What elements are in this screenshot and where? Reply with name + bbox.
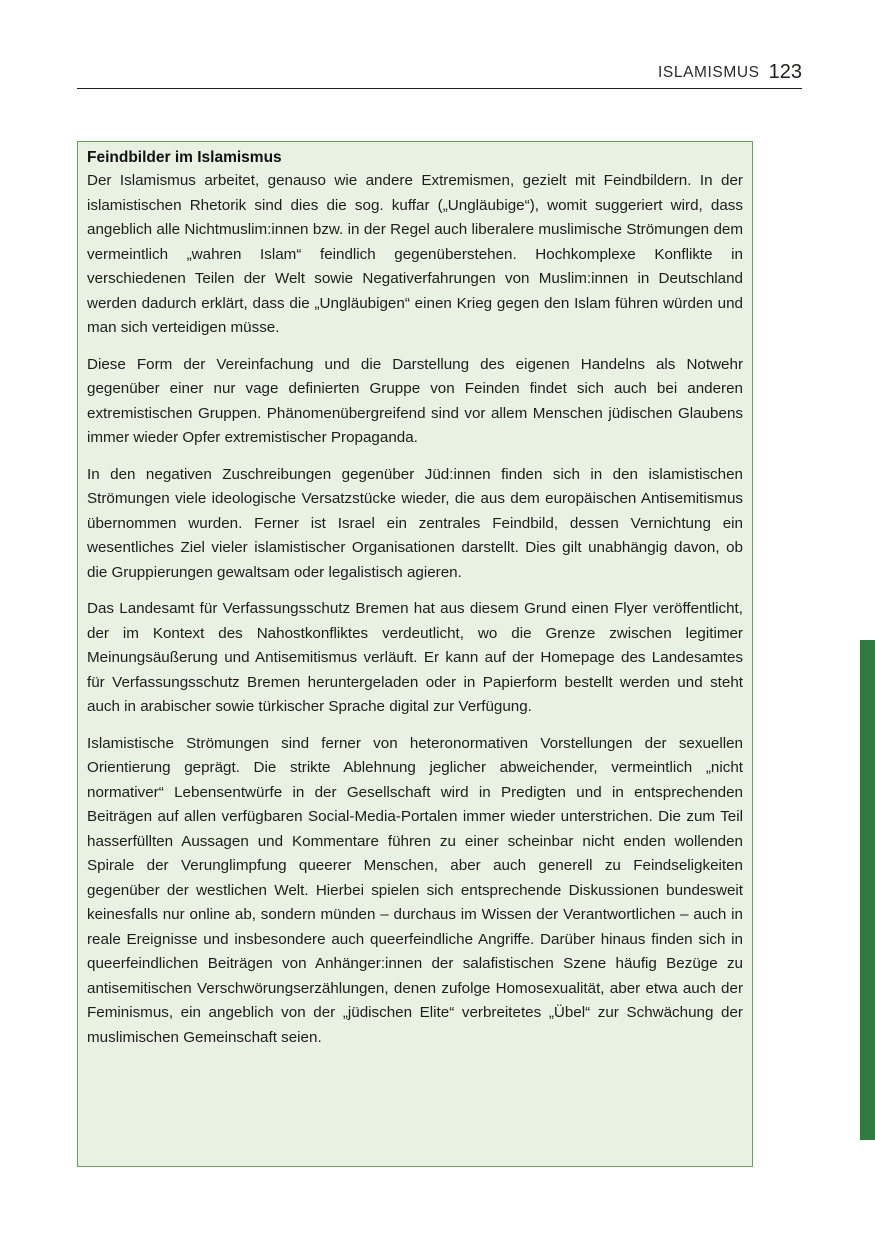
box-paragraph-4: Das Landesamt für Verfassungsschutz Bremen hat aus diesem Grund einen Flyer veröffentlicht, der im Kontext des Nahostkonfliktes verdeutlicht, wo die Grenze zwischen legitimer Meinungsäußerung und Antisemitismus verläuft. Er kann auf der Homepage des Landesamtes für Verfassungsschutz Bremen heruntergeladen oder in Papierform bestellt werden und steht auch in arabischer sowie türkischer Sprache digital zur Verfügung. (87, 600, 743, 715)
box-paragraph-3: In den negativen Zuschreibungen gegenüber Jüd:innen finden sich in den islamistischen Strömungen viele ideologische Versatzstücke wieder, die aus dem europäischen Antisemitismus übernommen wurden. Ferner ist Israel ein zentrales Feindbild, dessen Vernichtung ein wesentliches Ziel vieler islamistischer Organisationen darstellt. Dies gilt unabhängig davon, ob die Gruppierungen gewaltsam oder legalistisch agieren. (87, 465, 743, 581)
page-number: 123 (768, 60, 802, 83)
box-paragraph-1: Der Islamismus arbeitet, genauso wie andere Extremismen, gezielt mit Feindbildern. In der islamistischen Rhetorik sind dies die sog. kuffar („Ungläubige“), womit suggeriert wird, dass angeblich alle Nichtmuslim:innen bzw. in der Regel auch liberalere muslimische Strömungen dem vermeintlich „wahren Islam“ feindlich gegenüberstehen. Hochkomplexe Konflikte in verschiedenen Teilen der Welt sowie Negativerfahrungen von Muslim:innen in Deutschland werden dadurch erklärt, dass die „Ungläubigen“ einen Krieg gegen den Islam führen würden und man sich verteidigen müsse. (87, 172, 743, 336)
running-header (77, 56, 802, 89)
box-title: Feindbilder im Islamismus (87, 149, 282, 166)
chapter-title: ISLAMISMUS (658, 64, 760, 81)
box-paragraph-2: Diese Form der Vereinfachung und die Darstellung des eigenen Handelns als Notwehr gegenüber einer nur vage definierten Gruppe von Feinden findet sich auch bei anderen extremistischen Gruppen. Phänomenübergreifend sind vor allem Menschen jüdischen Glaubens immer wieder Opfer extremistischer Propaganda. (87, 355, 743, 446)
chapter-thumb-tab (860, 640, 875, 1140)
info-box (77, 141, 753, 1167)
box-paragraph-5: Islamistische Strömungen sind ferner von heteronormativen Vorstellungen der sexuellen Orientierung geprägt. Die strikte Ablehnung jeglicher abweichender, vermeintlich „nicht normativer“ Lebensentwürfe in der Gesellschaft wird in Predigten und in entsprechenden Beiträgen auf allen verfügbaren Social-Media-Portalen immer wieder unterstrichen. Die zum Teil hasserfüllten Aussagen und Kommentare führen zu einer scheinbar nicht enden wollenden Spirale der Verunglimpfung queerer Menschen, aber auch generell zu Feindseligkeiten gegenüber der westlichen Welt. Hierbei spielen sich entsprechende Diskussionen bundesweit keinesfalls nur online ab, sondern münden – durchaus im Wissen der Verantwortlichen – auch in reale Ereignisse und insbesondere auch queerfeindliche Angriffe. Darüber hinaus finden sich in queerfeindlichen Beiträgen von Anhänger:innen der salafistischen Szene häufig Bezüge zu antisemitischen Verschwörungserzählungen, denen zufolge Homosexualität, aber etwa auch der Feminismus, ein angeblich von der „jüdischen Elite“ verbreitetes „Übel“ zur Schwächung der muslimischen Gemeinschaft seien. (87, 734, 743, 1046)
